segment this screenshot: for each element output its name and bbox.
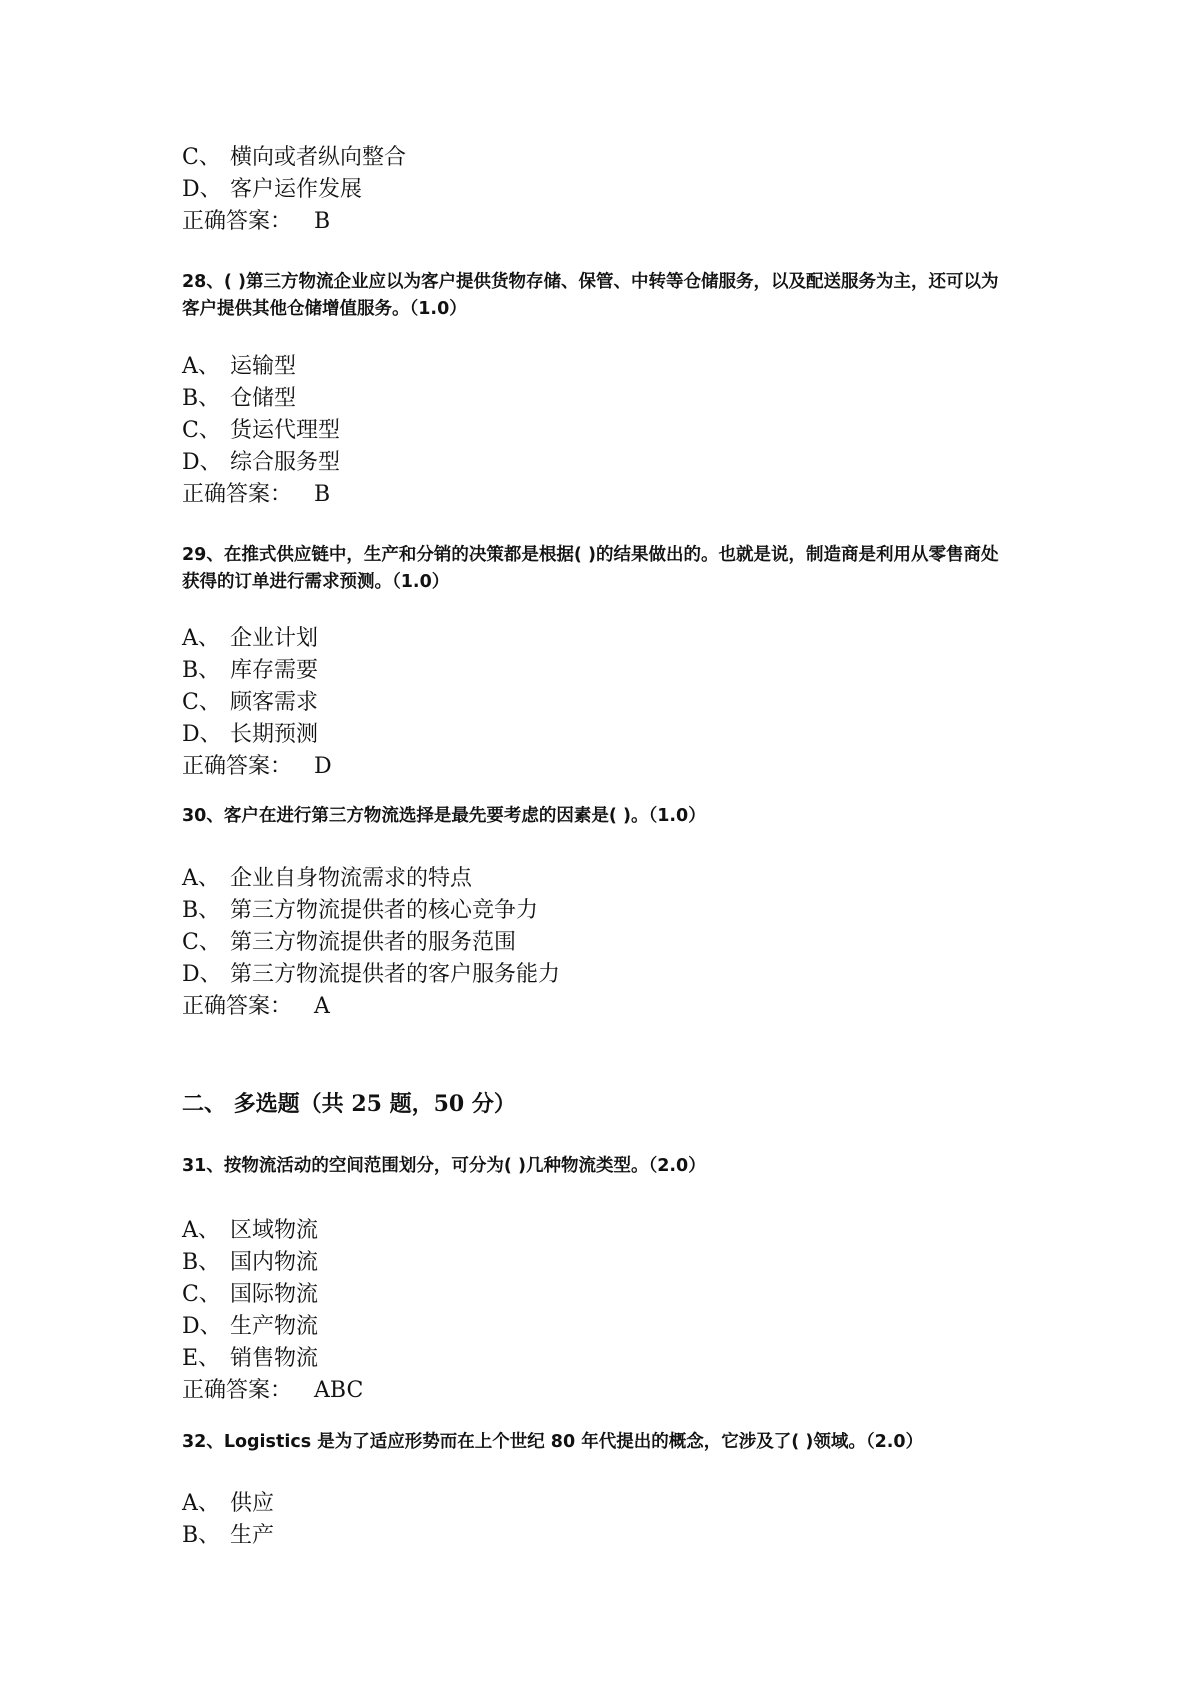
correct-answer — [182, 207, 330, 237]
option-letter: E、 — [182, 1346, 221, 1371]
option-letter: D、 — [182, 722, 222, 747]
option-text: 国内物流 — [230, 1250, 319, 1275]
option-item — [182, 143, 406, 173]
option-item — [182, 1280, 318, 1310]
correct-answer — [182, 1376, 363, 1406]
option-letter: A、 — [182, 866, 220, 891]
option-text: 销售物流 — [230, 1346, 319, 1371]
option-text: 顾客需求 — [230, 690, 319, 715]
option-item — [182, 175, 362, 205]
option-item — [182, 1344, 318, 1374]
correct-answer — [182, 752, 332, 782]
answer-value: ABC — [314, 1378, 364, 1403]
option-item — [182, 960, 560, 990]
question-stem: 28、( )第三方物流企业应以为客户提供货物存储、保管、中转等仓储服务，以及配送服务为主，还可以为客户提供其他仓储增值服务。（1.0） — [182, 272, 999, 319]
option-text: 生产物流 — [230, 1314, 319, 1339]
option-item — [182, 720, 318, 750]
option-item — [182, 1489, 274, 1519]
option-letter: D、 — [182, 450, 222, 475]
option-item — [182, 352, 296, 382]
option-text: 横向或者纵向整合 — [230, 145, 407, 170]
option-letter: C、 — [182, 930, 221, 955]
answer-value: B — [314, 482, 331, 507]
option-item — [182, 896, 538, 926]
option-text: 仓储型 — [230, 386, 297, 411]
option-item — [182, 1521, 274, 1551]
option-text: 综合服务型 — [230, 450, 341, 475]
option-text: 第三方物流提供者的服务范围 — [230, 930, 517, 955]
option-letter: A、 — [182, 1491, 220, 1516]
question-stem: 32、Logistics 是为了适应形势而在上个世纪 80 年代提出的概念，它涉及了( )领域。（2.0） — [182, 1432, 924, 1452]
option-letter: C、 — [182, 690, 221, 715]
question-stem: 29、在推式供应链中，生产和分销的决策都是根据( )的结果做出的。也就是说，制造商是利用从零售商处获得的订单进行需求预测。（1.0） — [182, 545, 999, 592]
option-letter: B、 — [182, 1250, 221, 1275]
option-text: 货运代理型 — [230, 418, 341, 443]
option-item — [182, 448, 340, 478]
option-letter: A、 — [182, 354, 220, 379]
question-stem: 31、按物流活动的空间范围划分，可分为( )几种物流类型。（2.0） — [182, 1156, 706, 1176]
option-text: 运输型 — [230, 354, 297, 379]
answer-label: 正确答案： — [182, 754, 293, 779]
option-letter: B、 — [182, 386, 221, 411]
option-letter: A、 — [182, 1218, 220, 1243]
option-text: 第三方物流提供者的客户服务能力 — [230, 962, 561, 987]
option-item — [182, 928, 516, 958]
question-stem: 30、客户在进行第三方物流选择是最先要考虑的因素是( )。（1.0） — [182, 806, 706, 826]
answer-value: D — [314, 754, 332, 779]
option-item — [182, 384, 296, 414]
option-letter: B、 — [182, 1523, 221, 1548]
option-item — [182, 656, 318, 686]
option-item — [182, 416, 340, 446]
option-letter: A、 — [182, 626, 220, 651]
option-letter: C、 — [182, 145, 221, 170]
option-text: 企业计划 — [230, 626, 319, 651]
answer-label: 正确答案： — [182, 1378, 293, 1403]
option-letter: D、 — [182, 1314, 222, 1339]
option-letter: B、 — [182, 898, 221, 923]
correct-answer — [182, 480, 330, 510]
option-item — [182, 864, 472, 894]
answer-label: 正确答案： — [182, 482, 293, 507]
option-text: 区域物流 — [230, 1218, 319, 1243]
option-text: 客户运作发展 — [230, 177, 363, 202]
option-item — [182, 688, 318, 718]
option-item — [182, 624, 318, 654]
correct-answer — [182, 992, 330, 1022]
section-heading: 二、 多选题（共 25 题，50 分） — [182, 1091, 516, 1117]
option-letter: D、 — [182, 177, 222, 202]
option-letter: D、 — [182, 962, 222, 987]
option-letter: B、 — [182, 658, 221, 683]
option-letter: C、 — [182, 418, 221, 443]
option-text: 生产 — [230, 1523, 275, 1548]
answer-value: B — [314, 209, 331, 234]
option-item — [182, 1312, 318, 1342]
option-text: 供应 — [230, 1491, 275, 1516]
option-text: 企业自身物流需求的特点 — [230, 866, 473, 891]
option-text: 第三方物流提供者的核心竞争力 — [230, 898, 539, 923]
option-item — [182, 1248, 318, 1278]
option-text: 国际物流 — [230, 1282, 319, 1307]
option-text: 长期预测 — [230, 722, 319, 747]
answer-value: A — [314, 994, 330, 1019]
answer-label: 正确答案： — [182, 994, 293, 1019]
option-letter: C、 — [182, 1282, 221, 1307]
option-text: 库存需要 — [230, 658, 319, 683]
answer-label: 正确答案： — [182, 209, 293, 234]
option-item — [182, 1216, 318, 1246]
